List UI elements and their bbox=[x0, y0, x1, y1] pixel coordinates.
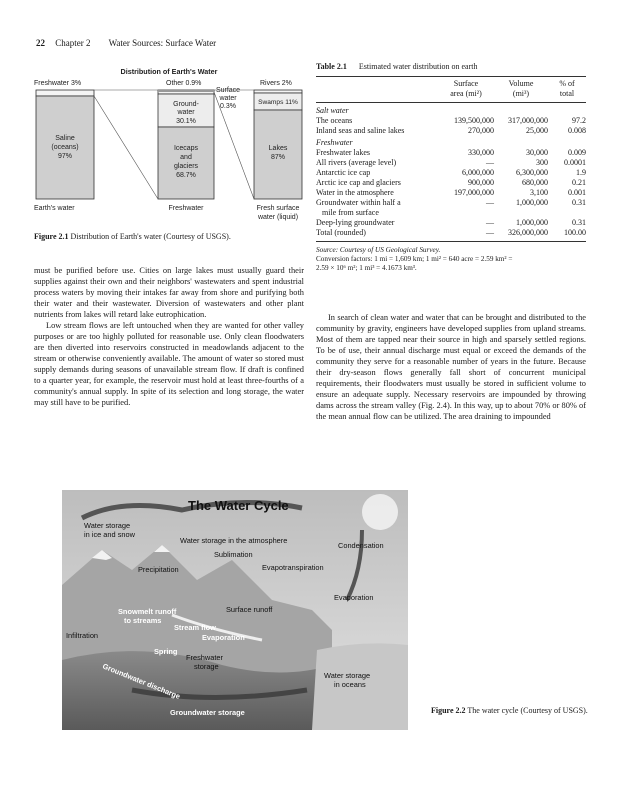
lakes-label: Lakes bbox=[268, 145, 288, 152]
condensation-label: Condensation bbox=[338, 541, 384, 550]
table-cell: 97.2 bbox=[572, 116, 586, 125]
fig1-caption-label: Figure 2.1 bbox=[34, 232, 69, 241]
table-title-line bbox=[316, 62, 586, 71]
table-cell: 1.9 bbox=[576, 168, 586, 177]
table-cell: 900,000 bbox=[468, 178, 494, 187]
section-salt: Salt water bbox=[316, 106, 349, 115]
fresh-surface-label: Fresh surface bbox=[256, 205, 300, 212]
lakes-pct-label: 87% bbox=[270, 154, 286, 161]
table-bottom-rule bbox=[316, 241, 586, 242]
table-cell: Deep-lying groundwater bbox=[316, 218, 395, 227]
table-row bbox=[316, 178, 586, 188]
figure-2-1-diagram bbox=[34, 62, 304, 230]
table-header bbox=[316, 77, 586, 99]
snowmelt-label: Snowmelt runoff bbox=[118, 607, 177, 616]
water-liquid-label: water (liquid) bbox=[257, 214, 299, 221]
freshwater-pct-label: Freshwater 3% bbox=[34, 80, 82, 87]
table-cell: 197,000,000 bbox=[454, 188, 494, 197]
table-row bbox=[316, 198, 586, 208]
ice-storage-label: Water storage bbox=[84, 521, 131, 530]
table-cell: — bbox=[486, 158, 494, 167]
infiltration-label: Infiltration bbox=[66, 631, 99, 640]
water-cycle-title: The Water Cycle bbox=[188, 498, 289, 513]
table-cell: Groundwater within half a bbox=[316, 198, 401, 207]
header-total: total bbox=[559, 89, 575, 98]
table-cell: Antarctic ice cap bbox=[316, 168, 371, 177]
table-cell: mile from surface bbox=[322, 208, 379, 217]
fig1-caption-text: Distribution of Earth's water (Courtesy of USGS). bbox=[70, 232, 231, 241]
table-cell: 330,000 bbox=[468, 148, 494, 157]
table-cell: 317,000,000 bbox=[508, 116, 548, 125]
table-cell: Water in the atmosphere bbox=[316, 188, 394, 197]
paragraph: must be purified before use. Cities on large lakes must usually guard their supplies against their own and their neighbors' wastewaters and spent industrial process waters by moving their intakes far away from shore and purifying both their water and their wastewater. Diversion of wastewaters and other plant nutrients from lakes will retard lake eutrophication. bbox=[34, 266, 304, 319]
table-cell: 1,000,000 bbox=[516, 198, 548, 207]
header-row bbox=[316, 89, 586, 99]
table-cell: 6,000,000 bbox=[462, 168, 494, 177]
snowmelt-label-2: to streams bbox=[124, 616, 162, 625]
paragraph: In search of clean water and water that can be brought and distributed to the community by gravity, engineers have developed supplies from upland streams. Most of them are tapped near their source in high and sparsely settled regions. To be of use, their annual discharge must equal or exceed the demands of the community they serve for a reasonable number of years in the future. Because their dry-season flows generally fall short of concurrent municipal requirements, their floodwaters must usually be stored in sufficient volume to ensure an adequate supply. Necessary reservoirs are impounded by throwing dams across the stream valley (Fig. 2.4). In this way, up to about 70% or 80% of the mean annual flow can be utilized. The area draining to impounded bbox=[316, 313, 586, 421]
fig2-caption-text: The water cycle (Courtesy of USGS). bbox=[467, 706, 588, 715]
groundwater-label: Ground- bbox=[173, 101, 199, 108]
fig2-caption-label: Figure 2.2 bbox=[431, 706, 466, 715]
table-cell: 270,000 bbox=[468, 126, 494, 135]
earths-water-label: Earth's water bbox=[34, 205, 75, 212]
header-mi3: (mi³) bbox=[512, 89, 530, 98]
surface-water-segment bbox=[158, 90, 214, 92]
atmosphere-label: Water storage in the atmosphere bbox=[180, 536, 288, 545]
table-cell bbox=[548, 208, 586, 218]
table-cell: 100.00 bbox=[564, 228, 586, 237]
figure-2-2-caption bbox=[431, 706, 591, 716]
table-cell: 0.21 bbox=[572, 178, 586, 187]
table-notes bbox=[316, 246, 586, 273]
table-source: Source: Courtesy of US Geological Survey. bbox=[316, 246, 441, 254]
spring-label: Spring bbox=[154, 647, 178, 656]
chapter-label: Chapter 2 bbox=[55, 38, 91, 48]
header-pct: % of bbox=[559, 79, 575, 88]
sublimation-label: Sublimation bbox=[214, 550, 253, 559]
table-conversion-2: 2.59 × 10⁶ m²; 1 mi³ = 4.1673 km³. bbox=[316, 264, 417, 272]
surface-water-label-2: water bbox=[219, 95, 237, 102]
table-cell: The oceans bbox=[316, 116, 353, 125]
header-surface: Surface bbox=[453, 79, 479, 88]
table-cell: — bbox=[486, 198, 494, 207]
table-header-rule bbox=[316, 102, 586, 103]
oceans-label: (oceans) bbox=[51, 144, 79, 151]
freshwater-storage-label: Freshwater bbox=[186, 653, 223, 662]
fig1-title: Distribution of Earth's Water bbox=[120, 67, 218, 76]
ice-storage-label-2: in ice and snow bbox=[84, 530, 135, 539]
table-cell: — bbox=[486, 228, 494, 237]
glaciers-label: glaciers bbox=[173, 163, 199, 170]
rivers-segment bbox=[254, 90, 302, 93]
table-cell: 6,300,000 bbox=[516, 168, 548, 177]
groundwater-label-2: water bbox=[177, 109, 195, 116]
table-cell: 0.31 bbox=[572, 198, 586, 207]
table-2-1 bbox=[316, 62, 586, 273]
table-cell: 0.001 bbox=[568, 188, 586, 197]
surface-water-label: Surface bbox=[215, 87, 241, 94]
gw-storage-label: Groundwater storage bbox=[170, 708, 245, 717]
sun bbox=[362, 494, 398, 530]
table-cell: Freshwater lakes bbox=[316, 148, 370, 157]
table-cell: Arctic ice cap and glaciers bbox=[316, 178, 401, 187]
groundwater-pct-label: 30.1% bbox=[176, 118, 196, 125]
left-column-text bbox=[34, 265, 304, 408]
surface-runoff-label: Surface runoff bbox=[226, 605, 273, 614]
table-cell: Inland seas and saline lakes bbox=[316, 126, 405, 135]
freshwater-label: Freshwater bbox=[168, 205, 204, 212]
table-cell: 326,000,000 bbox=[508, 228, 548, 237]
saline-pct-label: 97% bbox=[57, 153, 73, 160]
table-cell: Total (rounded) bbox=[316, 228, 366, 237]
table-row bbox=[316, 208, 586, 218]
figure-2-2-water-cycle bbox=[62, 490, 408, 730]
freshwater-storage-label-2: storage bbox=[194, 662, 219, 671]
table-cell: 1,000,000 bbox=[516, 218, 548, 227]
right-column-text bbox=[316, 312, 586, 422]
table-row bbox=[316, 126, 586, 136]
section-title: Water Sources: Surface Water bbox=[108, 38, 217, 48]
table-cell: — bbox=[486, 218, 494, 227]
salt-rows bbox=[316, 116, 586, 136]
freshwater-segment bbox=[36, 90, 94, 96]
table-cell: 139,500,000 bbox=[454, 116, 494, 125]
table-cell: 25,000 bbox=[526, 126, 548, 135]
table-row bbox=[316, 168, 586, 178]
running-header bbox=[36, 38, 232, 48]
table-row bbox=[316, 158, 586, 168]
header-area: area (mi²) bbox=[450, 89, 482, 98]
table-row bbox=[316, 228, 586, 238]
other-pct-label: Other 0.9% bbox=[166, 80, 202, 87]
table-row bbox=[316, 116, 586, 126]
gw-discharge-label: Groundwater discharge bbox=[101, 661, 182, 701]
paragraph: Low stream flows are left untouched when they are wanted for other valley purposes or are too highly polluted for reasonable use. Only clean floodwaters are then diverted into reservoirs constructed in meadowlands adjacent to the stream or otherwise conveniently available. The amount of water so stored must supply demands during seasons of unavailable stream flow. If draft is confined to a quarter year, for example, the reservoir must hold at least three-fourths of a community's annual supply. In spite of its selection and long storage, the water may still have to be purified. bbox=[34, 321, 304, 407]
section-fresh: Freshwater bbox=[316, 138, 353, 147]
table-row bbox=[316, 188, 586, 198]
table-cell: 680,000 bbox=[522, 178, 548, 187]
connector-line bbox=[94, 96, 158, 199]
table-cell bbox=[438, 208, 494, 218]
table-cell: 3,100 bbox=[530, 188, 548, 197]
table-cell: 0.008 bbox=[568, 126, 586, 135]
table-cell: 0.0001 bbox=[564, 158, 586, 167]
fresh-rows bbox=[316, 148, 586, 238]
table-cell: 300 bbox=[536, 158, 548, 167]
table-row bbox=[316, 218, 586, 228]
table-title: Estimated water distribution on earth bbox=[358, 62, 478, 71]
table-conversion-1: Conversion factors: 1 mi = 1,609 km; 1 mi² = 640 acre = 2.59 km² = bbox=[316, 255, 513, 263]
page-number: 22 bbox=[36, 38, 45, 48]
icecaps-pct-label: 68.7% bbox=[176, 172, 196, 179]
precipitation-label: Precipitation bbox=[138, 565, 179, 574]
ocean-storage-label: Water storage bbox=[324, 671, 371, 680]
evaporation-mid-label: Evaporation bbox=[202, 633, 245, 642]
rivers-pct-label: Rivers 2% bbox=[260, 80, 292, 87]
icecaps-label: Icecaps bbox=[173, 145, 199, 152]
table-cell: 0.31 bbox=[572, 218, 586, 227]
figure-2-1-caption bbox=[34, 232, 304, 242]
table-row bbox=[316, 148, 586, 158]
header-row bbox=[316, 79, 586, 89]
table-label: Table 2.1 bbox=[316, 62, 347, 71]
evapotranspiration-label: Evapotranspiration bbox=[262, 563, 324, 572]
header-volume: Volume bbox=[508, 79, 534, 88]
table-cell bbox=[494, 208, 548, 218]
and-label: and bbox=[180, 154, 192, 161]
evaporation-right-label: Evaporation bbox=[334, 593, 374, 602]
swamps-pct-label: Swamps 11% bbox=[258, 99, 298, 106]
table-cell: 0.009 bbox=[568, 148, 586, 157]
ocean-storage-label-2: in oceans bbox=[334, 680, 366, 689]
stream-flow-label: Stream flow bbox=[174, 623, 216, 632]
saline-label: Saline bbox=[55, 135, 75, 142]
table-cell: All rivers (average level) bbox=[316, 158, 397, 167]
table-cell: 30,000 bbox=[526, 148, 548, 157]
surface-water-pct-label: 0.3% bbox=[220, 103, 236, 110]
